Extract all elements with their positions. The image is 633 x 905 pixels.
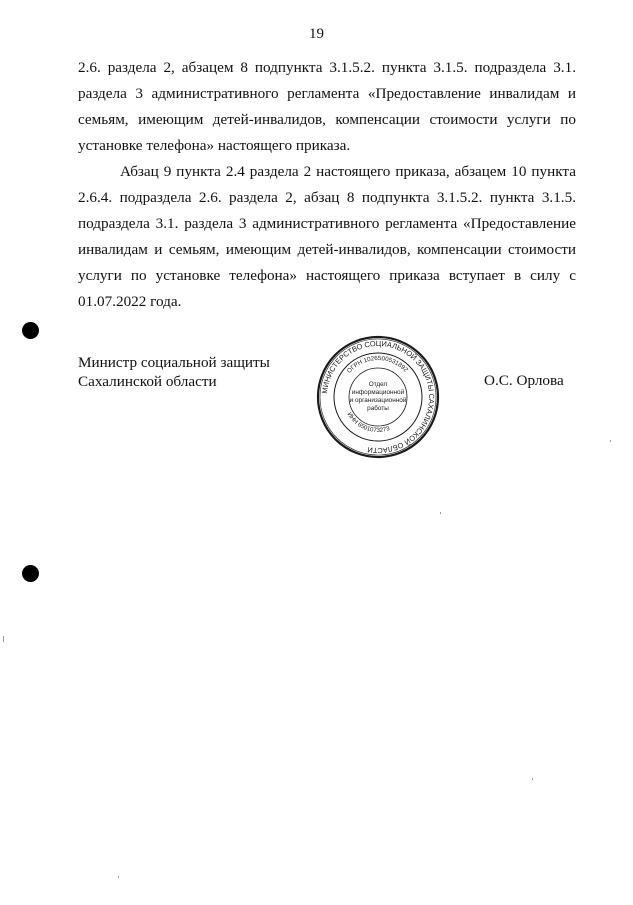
paragraph-line: инвалидам и семьям, имеющим детей-инвалидов, компенсации стоимости [78,241,576,258]
stamp-inn: ИНН 6501073273 [345,411,391,435]
paragraph-line: Абзац 9 пункта 2.4 раздела 2 настоящего приказа, абзацем 10 пункта [120,163,576,180]
signer-title-line: Министр социальной защиты [78,354,270,371]
stamp-ogrn: ОГРН 1026500531892 [345,354,410,375]
paragraph-line: услуги по установке телефона» настоящего приказа вступает в силу с [78,267,576,284]
paragraph-line: 2.6.4. подраздела 2.6. раздела 2, абзац 8 подпункта 3.1.5.2. пункта 3.1.5. [78,189,576,206]
stamp-center-line: Отдел [368,381,388,388]
stamp-center-line: и организационной [349,397,407,404]
page-number: 19 [309,26,324,42]
paragraph-line: установке телефона» настоящего приказа. [78,137,351,154]
paragraph-2 [78,159,576,315]
paragraph-line: 01.07.2022 года. [78,293,182,310]
signer-title-line: Сахалинской области [78,373,217,390]
scan-speck [610,440,611,442]
paragraph-1 [78,55,576,159]
stamp-ring-text: МИНИСТЕРСТВО СОЦИАЛЬНОЙ ЗАЩИТЫ САХАЛИНСКОЙ ОБЛАСТИ [320,338,437,456]
paragraph-line: раздела 3 административного регламента «Предоставление инвалидам и [78,85,576,102]
scan-speck [532,778,533,780]
paragraph-line: 2.6. раздела 2, абзацем 8 подпункта 3.1.5.2. пункта 3.1.5. подраздела 3.1. [78,59,576,76]
scan-speck [3,636,4,642]
official-stamp [316,335,440,459]
paragraph-line: подраздела 3.1. раздела 3 административного регламента «Предоставление [78,215,576,232]
signer-title [78,353,270,391]
punch-hole-top [22,322,39,339]
punch-hole-bottom [22,565,39,582]
signer-name: О.С. Орлова [484,372,564,389]
scan-speck [440,512,441,514]
paragraph-line: семьям, имеющим детей-инвалидов, компенсации стоимости услуги по [78,111,576,128]
stamp-center-line: работы [367,405,389,412]
scan-speck [118,876,119,878]
stamp-center-line: информационной [351,389,405,396]
